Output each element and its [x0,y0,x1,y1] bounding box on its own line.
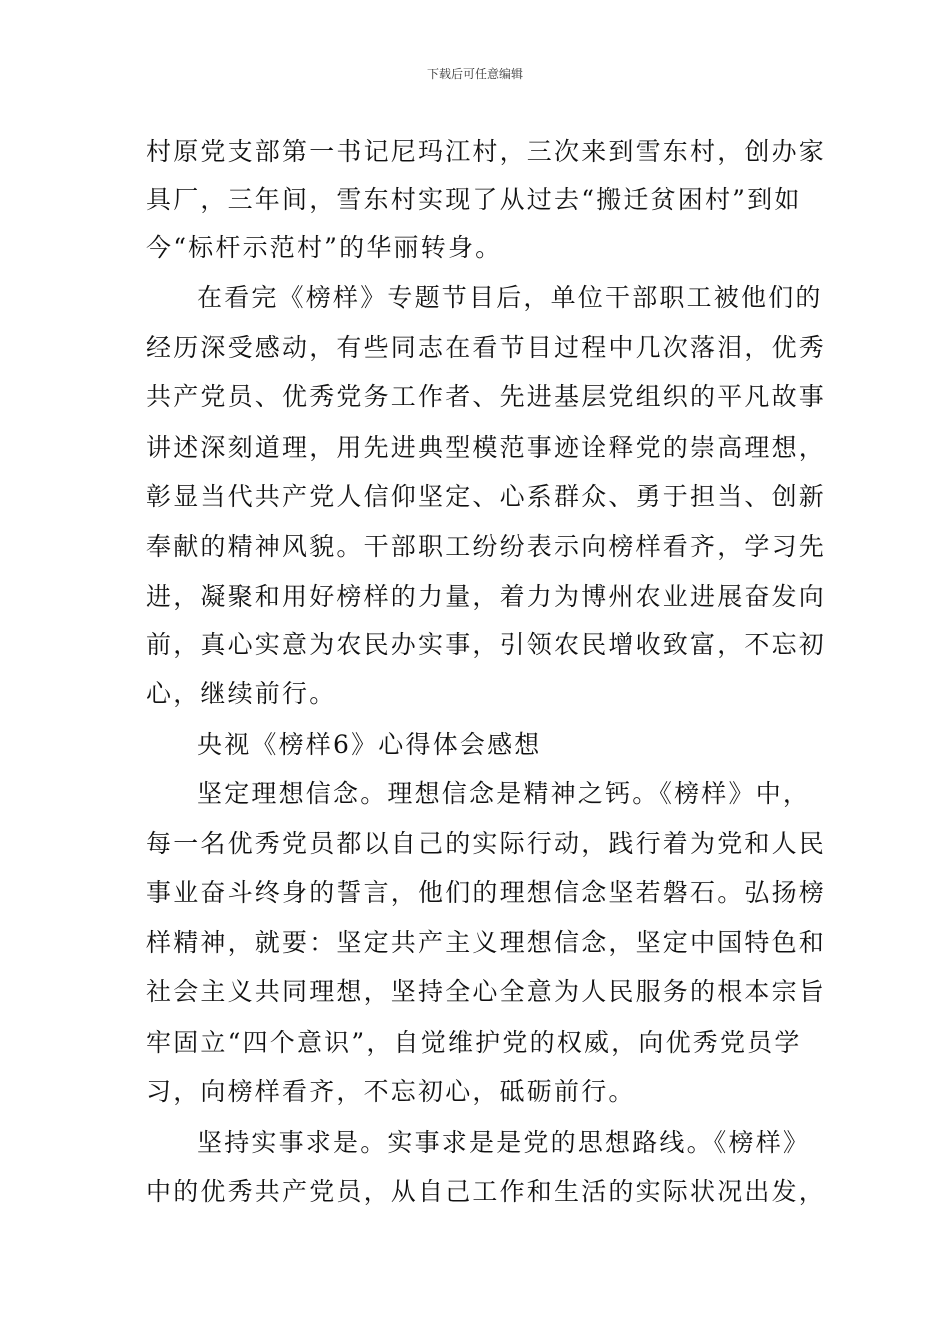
text-line: 每一名优秀党员都以自己的实际行动，践行着为党和人民 [146,829,827,858]
paragraph-first-line: 坚定理想信念。理想信念是精神之钙。《榜样》中， [197,779,811,808]
text-line: 讲述深刻道理，用先进典型模范事迹诠释党的崇高理想， [146,433,827,462]
text-line: 中的优秀共产党员，从自己工作和生活的实际状况出发， [146,1177,827,1206]
section-title: 央视《榜样6》心得体会感想 [197,730,542,759]
paragraph-first-line: 在看完《榜样》专题节目后，单位干部职工被他们的 [197,283,823,312]
text-line: 前，真心实意为农民办实事，引领农民增收致富，不忘初 [146,630,827,659]
text-line: 彰显当代共产党人信仰坚定、心系群众、勇于担当、创新 [146,482,827,511]
text-line: 习，向榜样看齐，不忘初心，砥砺前行。 [146,1077,636,1106]
text-line: 样精神，就要：坚定共产主义理想信念，坚定中国特色和 [146,928,827,957]
text-line: 奉献的精神风貌。干部职工纷纷表示向榜样看齐，学习先 [146,532,827,561]
text-line: 共产党员、优秀党务工作者、先进基层党组织的平凡故事 [146,382,827,411]
text-line: 村原党支部第一书记尼玛江村，三次来到雪东村，创办家 [146,137,827,166]
text-line: 社会主义共同理想，坚持全心全意为人民服务的根本宗旨 [146,977,827,1006]
text-line: 牢固立“四个意识”，自觉维护党的权威，向优秀党员学 [146,1028,802,1057]
text-line: 具厂，三年间，雪东村实现了从过去“搬迁贫困村”到如 [146,185,802,214]
text-line: 经历深受感动，有些同志在看节目过程中几次落泪，优秀 [146,333,827,362]
paragraph-first-line: 坚持实事求是。实事求是是党的思想路线。《榜样》 [197,1128,811,1157]
text-line: 心，继续前行。 [146,679,337,708]
text-line: 今“标杆示范村”的华丽转身。 [146,233,503,262]
text-line: 事业奋斗终身的誓言，他们的理想信念坚若磐石。弘扬榜 [146,878,827,907]
text-line: 进，凝聚和用好榜样的力量，着力为博州农业进展奋发向 [146,582,827,611]
page-header: 下载后可任意编辑 [426,67,523,81]
